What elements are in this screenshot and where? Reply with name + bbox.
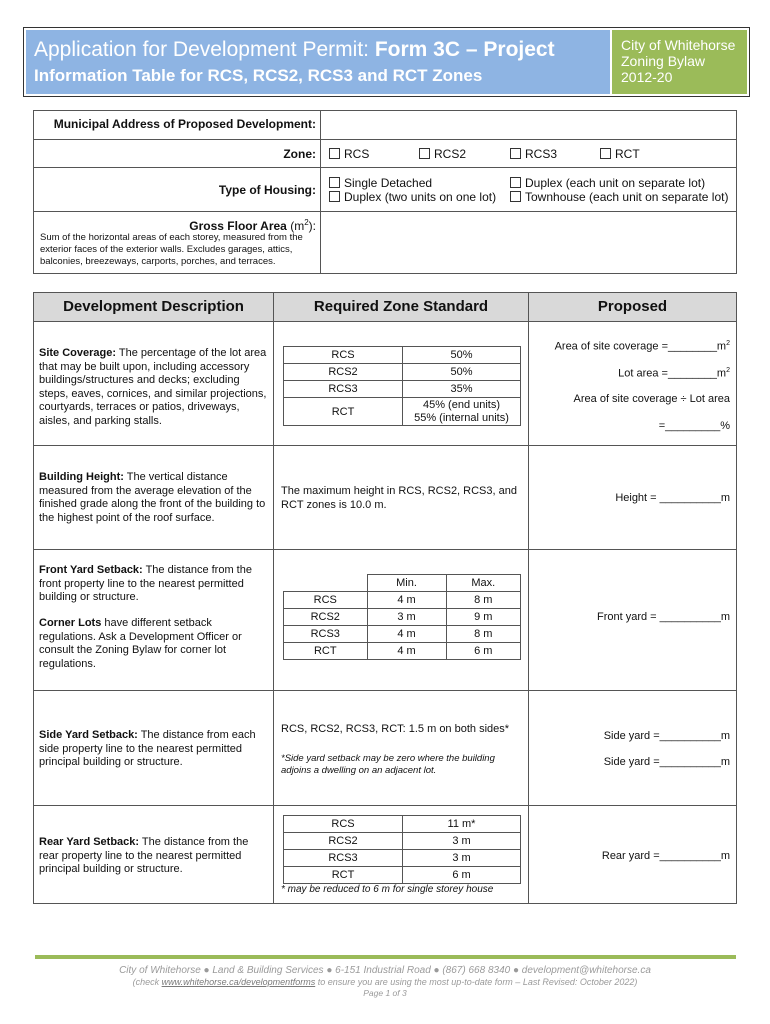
footer-contact: City of Whitehorse ● Land & Building Services ● 6-151 Industrial Road ● (867) 668 8340 ● development@whitehorse.ca (119, 965, 651, 976)
table-row: RCS3 4 m 8 m (284, 626, 521, 643)
zone-option-rct[interactable]: RCT (600, 147, 640, 161)
checkbox-icon[interactable] (600, 148, 611, 159)
footer-rule (35, 955, 736, 959)
table-row: RCS2 50% (284, 364, 521, 381)
checkbox-icon[interactable] (329, 177, 340, 188)
table-row: RCS3 3 m (284, 850, 521, 867)
zone-option-rcs3[interactable]: RCS3 (510, 147, 557, 161)
table-row: RCS 11 m* (284, 816, 521, 833)
form-title (34, 38, 555, 62)
proposed-coverage-percent[interactable]: =_________% (658, 420, 730, 432)
proposed-side-yard-2[interactable]: Side yard =__________m (603, 756, 730, 768)
forms-link[interactable]: www.whitehorse.ca/developmentforms (161, 977, 316, 987)
checkbox-icon[interactable] (510, 191, 521, 202)
building-height-description: Building Height: The vertical distance measured from the average elevation of the finished grade along the front of the building to the highest point of the roof surface. (39, 471, 266, 524)
address-field[interactable] (322, 112, 735, 137)
zone-option-rcs2[interactable]: RCS2 (419, 147, 466, 161)
bylaw-info (621, 37, 735, 85)
height-standard: The maximum height in RCS, RCS2, RCS3, and RCT zones is 10.0 m. (281, 485, 517, 511)
info-rule (33, 167, 737, 168)
checkbox-icon[interactable] (419, 148, 430, 159)
proposed-lot-area[interactable]: Lot area $=\_\_\_\_\_\_\_\_m^2$ (618, 367, 730, 380)
side-yard-description: Side Yard Setback: The distance from each side property line to the nearest permitted principal building or structure. (39, 729, 256, 768)
housing-single-detached[interactable]: Single Detached (329, 176, 432, 190)
coverage-formula: Area of site coverage ÷ Lot area (573, 393, 730, 405)
proposed-front-yard[interactable]: Front yard = __________m (596, 611, 730, 623)
checkbox-icon[interactable] (510, 148, 521, 159)
proposed-rear-yard[interactable]: Rear yard =__________m (601, 850, 730, 862)
rear-yard-description: Rear Yard Setback: The distance from the rear property line to the nearest permitted principal building or structure. (39, 836, 249, 875)
housing-townhouse[interactable]: Townhouse (each unit on separate lot) (510, 190, 728, 204)
row-rule (33, 445, 737, 446)
col-divider (273, 292, 274, 904)
city-name: City of Whitehorse (621, 37, 736, 53)
gfa-label: Gross Floor Area $(m^2)$: (189, 218, 316, 233)
address-label: Municipal Address of Proposed Development: (53, 117, 316, 131)
table-row: RCT 45% (end units) 55% (internal units) (284, 398, 521, 426)
zone-option-rcs[interactable]: RCS (329, 147, 369, 161)
footer-revision: (check www.whitehorse.ca/developmentforms to ensure you are using the most up-to-date form – Last Revised: October 2022) (132, 977, 638, 987)
title-form-number: Form 3C (374, 38, 461, 61)
site-coverage-description: Site Coverage: The percentage of the lot area that may be built upon, including accessory buildings/structures and decks; excluding steps, eaves, cornices, and similar projections, courtyards, terraces or patios, driveways, aisles, and parking stalls. (39, 347, 267, 427)
front-yard-description: Front Yard Setback: The distance from the front property line to the nearest permitted building or structure. (39, 564, 252, 603)
zone-label: Zone: (283, 147, 316, 161)
header-proposed: Proposed (529, 293, 736, 321)
side-yard-note: *Side yard setback may be zero where the building adjoins a dwelling on an adjacent lot. (281, 753, 495, 776)
proposed-site-area[interactable]: Area of site coverage $=\_\_\_\_\_\_\_\_m^2$ (554, 340, 730, 353)
row-rule (33, 690, 737, 691)
title-part1: Application for Development Permit: (34, 38, 369, 61)
table-row: RCT 4 m 6 m (284, 643, 521, 660)
checkbox-icon[interactable] (510, 177, 521, 188)
table-row: RCS2 3 m (284, 833, 521, 850)
bylaw-number: 2012-20 (621, 69, 673, 85)
header-description: Development Description (34, 293, 273, 321)
table-row: RCS2 3 m 9 m (284, 609, 521, 626)
side-yard-standard: RCS, RCS2, RCS3, RCT: 1.5 m on both sides* (281, 723, 510, 735)
row-rule (33, 805, 737, 806)
bylaw-name: Zoning Bylaw (621, 53, 706, 69)
rear-yard-table (283, 815, 521, 884)
proposed-height[interactable]: Height = __________m (615, 492, 730, 504)
corner-lots-note: Corner Lots have different setback regulations. Ask a Development Officer or consult the Zoning Bylaw for corner lot regulations. (39, 617, 242, 670)
info-divider (320, 110, 321, 274)
gfa-note: Sum of the horizontal areas of each storey, measured from the exterior faces of the exterior walls. Excludes garages, attics, balconies, breezeways, carports, porches, and terraces. (40, 232, 303, 267)
info-rule (33, 211, 737, 212)
table-row: RCS 4 m 8 m (284, 592, 521, 609)
housing-label: Type of Housing: (218, 183, 316, 197)
site-coverage-table (283, 346, 521, 426)
info-rule (33, 139, 737, 140)
checkbox-icon[interactable] (329, 191, 340, 202)
table-row: RCS 50% (284, 347, 521, 364)
title-part3: – Project (465, 38, 555, 61)
form-subtitle: Information Table for RCS, RCS2, RCS3 and RCT Zones (34, 66, 483, 85)
rear-yard-note: * may be reduced to 6 m for single storey house (281, 884, 494, 895)
header-standard: Required Zone Standard (274, 293, 528, 321)
checkbox-icon[interactable] (329, 148, 340, 159)
gfa-field[interactable] (322, 213, 735, 272)
page-number: Page 1 of 3 (363, 988, 407, 998)
table-row: RCT 6 m (284, 867, 521, 884)
row-rule (33, 549, 737, 550)
proposed-side-yard-1[interactable]: Side yard =__________m (603, 730, 730, 742)
table-row: RCS3 35% (284, 381, 521, 398)
row-rule (33, 321, 737, 322)
table-row: Min. Max. (284, 575, 521, 592)
housing-duplex-one-lot[interactable]: Duplex (two units on one lot) (329, 190, 496, 204)
housing-duplex-separate[interactable]: Duplex (each unit on separate lot) (510, 176, 705, 190)
col-divider (528, 292, 529, 904)
front-yard-table (283, 574, 521, 660)
